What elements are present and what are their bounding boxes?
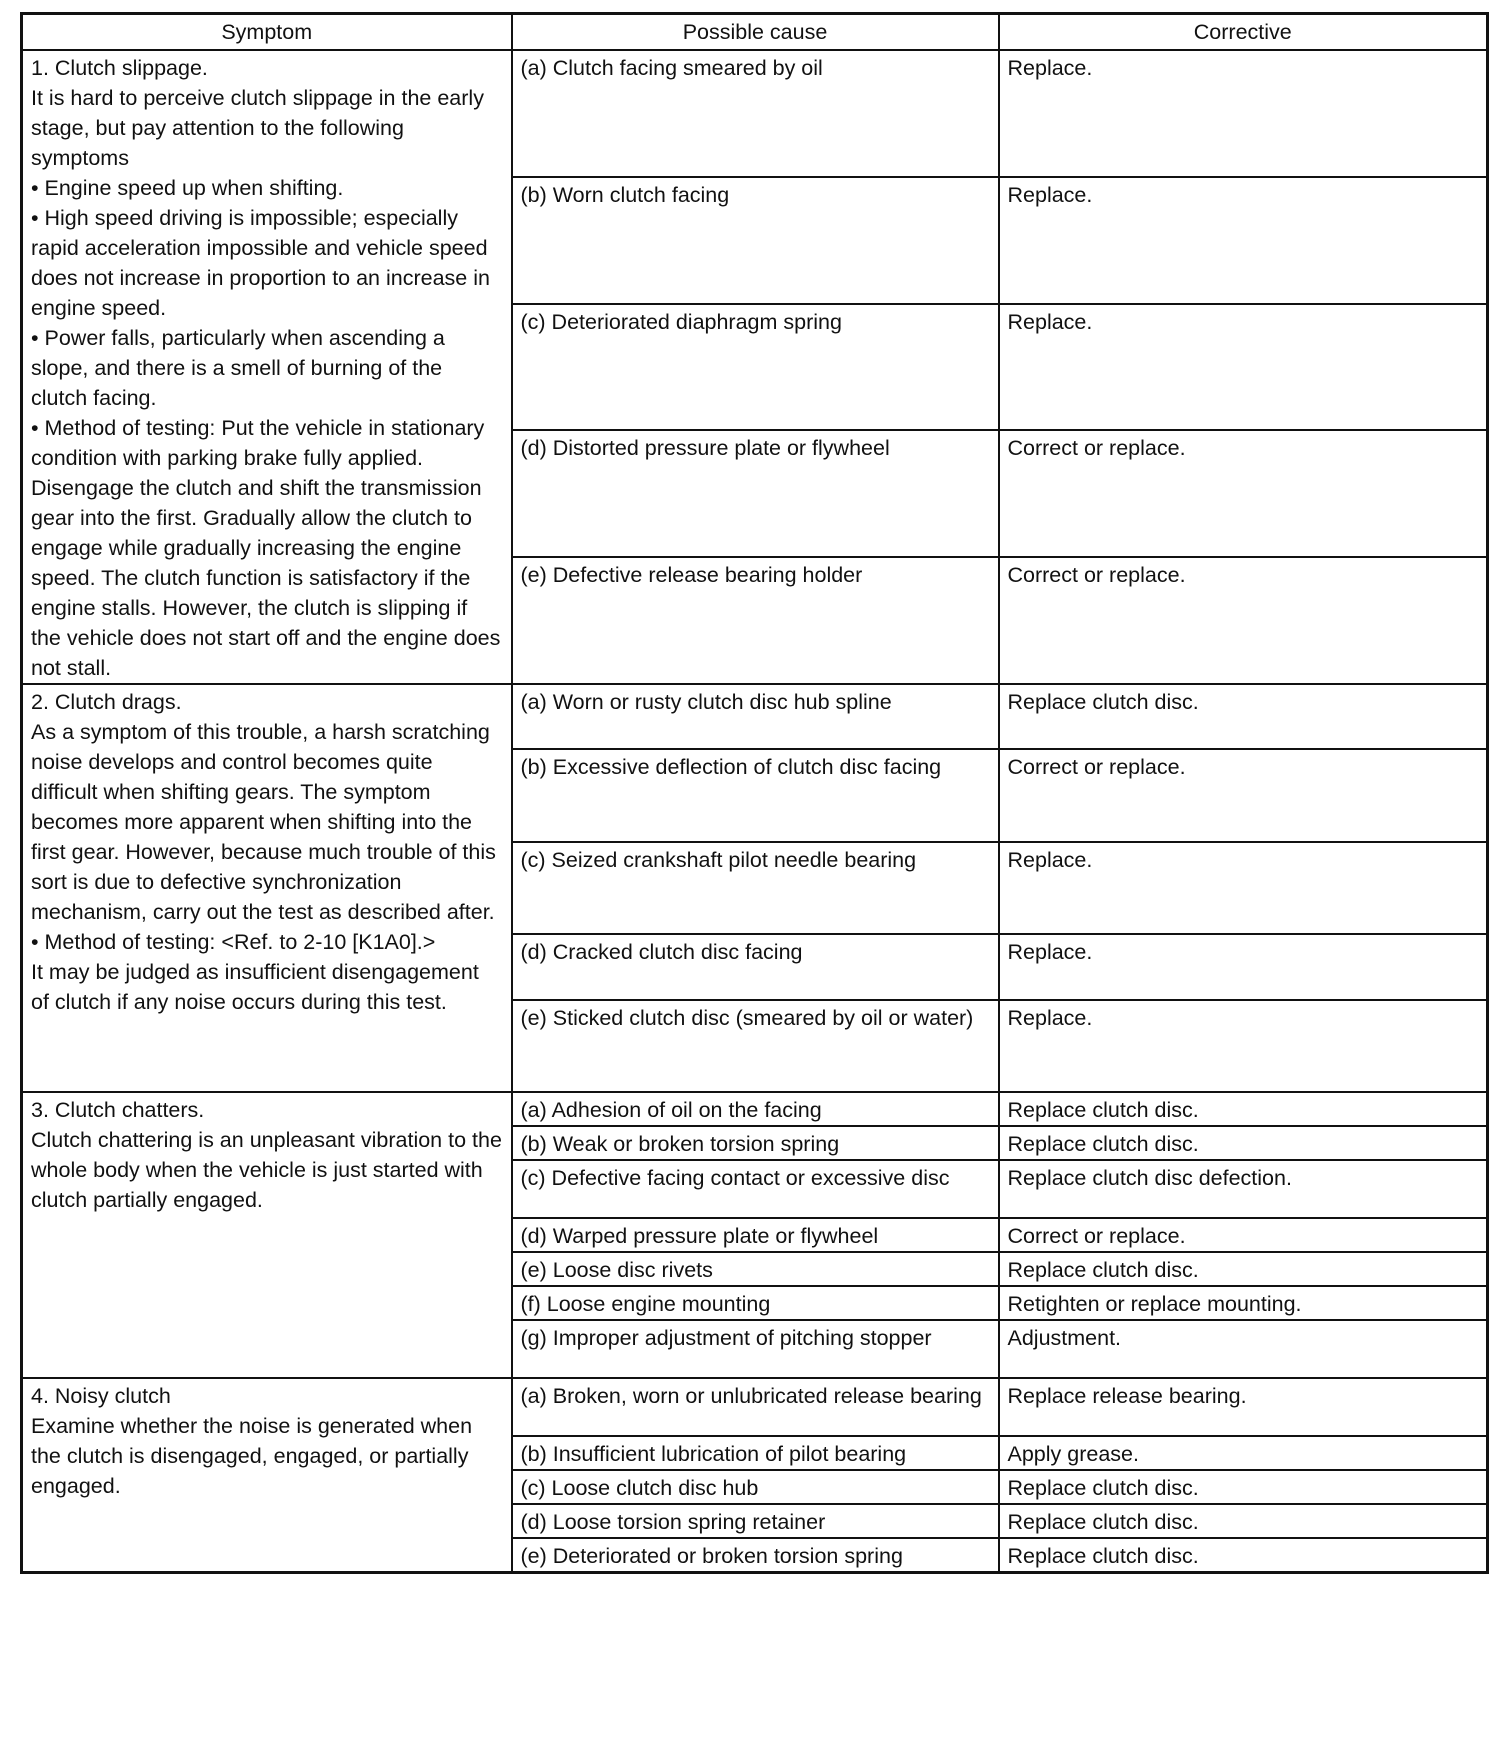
corrective-cell: Replace. <box>999 842 1488 934</box>
cause-cell: (d) Distorted pressure plate or flywheel <box>512 430 999 557</box>
symptom-cell <box>22 50 512 684</box>
corrective-cell: Replace clutch disc. <box>999 1092 1488 1126</box>
header-corrective: Corrective <box>999 14 1488 51</box>
table-row <box>22 50 1488 177</box>
symptom-title: 4. Noisy clutch <box>31 1384 171 1408</box>
cause-cell: (e) Sticked clutch disc (smeared by oil or water) <box>512 1000 999 1092</box>
corrective-cell: Correct or replace. <box>999 557 1488 684</box>
cause-cell: (b) Weak or broken torsion spring <box>512 1126 999 1160</box>
cause-cell: (a) Broken, worn or unlubricated release bearing <box>512 1378 999 1436</box>
symptom-bullet: • Method of testing: Put the vehicle in stationary condition with parking brake fully applied. Disengage the clutch and shift the transmission gear into the first. Gradually allow the clutch to engage while gradually increasing the engine speed. The clutch function is satisfactory if the engine stalls. However, the clutch is slipping if the vehicle does not start off and the engine does not stall. <box>31 416 501 680</box>
symptom-title: 3. Clutch chatters. <box>31 1098 205 1122</box>
corrective-cell: Correct or replace. <box>999 749 1488 842</box>
cause-cell: (e) Defective release bearing holder <box>512 557 999 684</box>
corrective-cell: Replace clutch disc. <box>999 684 1488 749</box>
header-symptom: Symptom <box>22 14 512 51</box>
symptom-cell <box>22 1092 512 1378</box>
cause-cell: (b) Worn clutch facing <box>512 177 999 304</box>
symptom-bullet: • Power falls, particularly when ascending a slope, and there is a smell of burning of the clutch facing. <box>31 326 445 410</box>
symptom-title: 1. Clutch slippage. <box>31 56 208 80</box>
troubleshooting-page <box>20 12 1486 1574</box>
corrective-cell: Adjustment. <box>999 1320 1488 1378</box>
header-possible-cause: Possible cause <box>512 14 999 51</box>
cause-cell: (b) Insufficient lubrication of pilot bearing <box>512 1436 999 1470</box>
cause-cell: (g) Improper adjustment of pitching stopper <box>512 1320 999 1378</box>
corrective-cell: Replace. <box>999 934 1488 1000</box>
corrective-cell: Replace. <box>999 1000 1488 1092</box>
table-row <box>22 1378 1488 1436</box>
corrective-cell: Replace release bearing. <box>999 1378 1488 1436</box>
cause-cell: (c) Seized crankshaft pilot needle bearing <box>512 842 999 934</box>
corrective-cell: Correct or replace. <box>999 1218 1488 1252</box>
symptom-text: It may be judged as insufficient disengagement of clutch if any noise occurs during this test. <box>31 960 479 1014</box>
cause-cell: (d) Loose torsion spring retainer <box>512 1504 999 1538</box>
header-row <box>22 14 1488 51</box>
corrective-cell: Replace clutch disc. <box>999 1538 1488 1573</box>
table-row <box>22 684 1488 749</box>
symptom-text: It is hard to perceive clutch slippage in the early stage, but pay attention to the following symptoms <box>31 86 484 170</box>
corrective-cell: Replace clutch disc. <box>999 1504 1488 1538</box>
corrective-cell: Replace. <box>999 50 1488 177</box>
corrective-cell: Apply grease. <box>999 1436 1488 1470</box>
corrective-cell: Replace clutch disc defection. <box>999 1160 1488 1218</box>
symptom-text: As a symptom of this trouble, a harsh scratching noise develops and control becomes quite difficult when shifting gears. The symptom becomes more apparent when shifting into the first gear. However, because much trouble of this sort is due to defective synchronization mechanism, carry out the test as described after. <box>31 720 496 924</box>
cause-cell: (b) Excessive deflection of clutch disc facing <box>512 749 999 842</box>
cause-cell: (a) Worn or rusty clutch disc hub spline <box>512 684 999 749</box>
cause-cell: (d) Cracked clutch disc facing <box>512 934 999 1000</box>
corrective-cell: Replace clutch disc. <box>999 1126 1488 1160</box>
cause-cell: (e) Loose disc rivets <box>512 1252 999 1286</box>
symptom-bullet: • Engine speed up when shifting. <box>31 176 344 200</box>
cause-cell: (f) Loose engine mounting <box>512 1286 999 1320</box>
cause-cell: (a) Clutch facing smeared by oil <box>512 50 999 177</box>
corrective-cell: Correct or replace. <box>999 430 1488 557</box>
corrective-cell: Retighten or replace mounting. <box>999 1286 1488 1320</box>
corrective-cell: Replace clutch disc. <box>999 1252 1488 1286</box>
symptom-text: Examine whether the noise is generated when the clutch is disengaged, engaged, or partially engaged. <box>31 1414 473 1498</box>
troubleshooting-table <box>20 12 1489 1574</box>
cause-cell: (c) Deteriorated diaphragm spring <box>512 304 999 431</box>
corrective-cell: Replace. <box>999 177 1488 304</box>
symptom-cell <box>22 684 512 1092</box>
cause-cell: (e) Deteriorated or broken torsion spring <box>512 1538 999 1573</box>
symptom-bullet: • High speed driving is impossible; especially rapid acceleration impossible and vehicle speed does not increase in proportion to an increase in engine speed. <box>31 206 490 320</box>
symptom-title: 2. Clutch drags. <box>31 690 182 714</box>
symptom-cell <box>22 1378 512 1573</box>
symptom-bullet: • Method of testing: <Ref. to 2-10 [K1A0].> <box>31 930 436 954</box>
table-row <box>22 1092 1488 1126</box>
cause-cell: (a) Adhesion of oil on the facing <box>512 1092 999 1126</box>
cause-cell: (c) Loose clutch disc hub <box>512 1470 999 1504</box>
corrective-cell: Replace clutch disc. <box>999 1470 1488 1504</box>
corrective-cell: Replace. <box>999 304 1488 431</box>
cause-cell: (c) Defective facing contact or excessive disc <box>512 1160 999 1218</box>
cause-cell: (d) Warped pressure plate or flywheel <box>512 1218 999 1252</box>
symptom-text: Clutch chattering is an unpleasant vibration to the whole body when the vehicle is just started with clutch partially engaged. <box>31 1128 502 1212</box>
